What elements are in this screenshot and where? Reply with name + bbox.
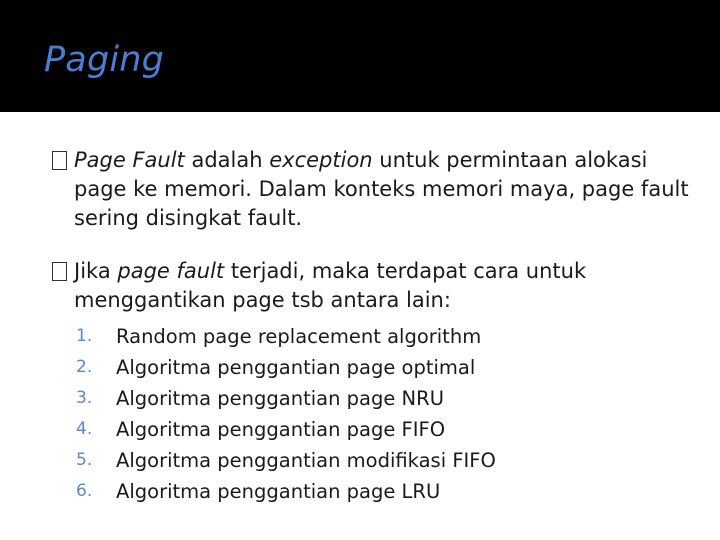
term-page-fault: Page Fault (74, 148, 185, 172)
list-item-text: Algoritma penggantian page FIFO (116, 418, 446, 441)
list-item-text: Algoritma penggantian page optimal (116, 356, 476, 379)
slide-content (52, 146, 702, 507)
list-item-text: Algoritma penggantian modifikasi FIFO (116, 449, 496, 472)
list-number: 6. (76, 481, 93, 501)
bullet-page-fault-definition (52, 146, 702, 233)
list-item-text: Algoritma penggantian page NRU (116, 387, 444, 410)
list-number: 1. (76, 326, 93, 346)
term-page-fault: page fault (117, 259, 225, 283)
list-number: 4. (76, 419, 93, 439)
list-item-text: Random page replacement algorithm (116, 325, 482, 348)
term-exception: exception (269, 148, 373, 172)
algorithm-list (74, 321, 702, 507)
list-number: 3. (76, 388, 93, 408)
list-number: 5. (76, 450, 93, 470)
slide-title: Paging (44, 40, 165, 80)
bullet-text: terjadi, maka terdapat cara untuk menggantikan page tsb antara lain: (74, 259, 587, 312)
list-item-text: Algoritma penggantian page LRU (116, 480, 441, 503)
box-bullet-icon (52, 262, 67, 281)
list-item (74, 321, 702, 352)
list-item (74, 445, 702, 476)
list-item (74, 476, 702, 507)
bullet-page-fault-handling (52, 257, 702, 507)
bullet-text: untuk permintaan alokasi page ke memori. Dalam konteks memori maya, page fault sering disingkat fault. (74, 148, 689, 230)
bullet-text: Jika (74, 259, 118, 283)
list-item (74, 352, 702, 383)
list-number: 2. (76, 357, 93, 377)
bullet-text: adalah (184, 148, 270, 172)
list-item (74, 383, 702, 414)
list-item (74, 414, 702, 445)
box-bullet-icon (52, 151, 67, 170)
